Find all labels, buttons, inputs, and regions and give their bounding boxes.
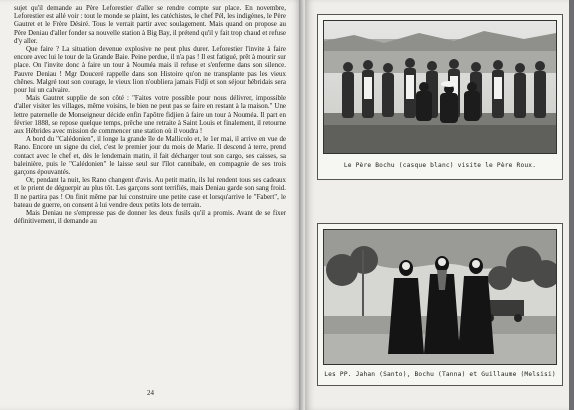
photo-group-visit — [323, 20, 557, 154]
page-edge — [569, 0, 574, 410]
paragraph: Que faire ? La situation devenue explosive ne peut plus durer. Leforestier l'invite à faire encore avec lui le tour de la Grande Baie. Peine perdue, il n'a pas ! Il est fatigué, prêt à mourir sur place. On l'invite donc à faire un tour à Nouméa mais il refuse et s'enferme dans son silence. Pauvre Deniau ! Mgr Douceré rappelle dans son Histoire qu'on ne transplante pas les vieux chênes. Malgré tout son courage, le vieux lion n'oubliera jamais Fidji et son séjour hébridais sera pour lui un calvaire. — [14, 45, 286, 95]
paragraph: Or, pendant la nuit, les Rano changent d'avis. Au petit matin, ils lui rendent tous ses cadeaux et le prient de déguerpir au plus tôt. Les garçons sont terrifiés, mais Deniau garde son sang froid. Il ne partira pas ! On finit même par lui construire une petite case et lorsqu'arrive le "Fabert", le bateau de guerre, on consent à lui vendre deux petits lots de terrain. — [14, 176, 286, 209]
photo-caption: Les PP. Jahan (Santo), Bochu (Tanna) et Guillaume (Melsisi) — [324, 371, 556, 378]
photo-frame-top — [317, 14, 563, 180]
photo-caption: Le Père Bochu (casque blanc) visite le Père Roux. — [343, 162, 537, 169]
photo-three-priests — [323, 229, 557, 365]
paragraph: sujet qu'il demande au Père Leforestier d'aller se rendre compte sur place. En novembre, Leforestier est allé voir : tout le monde se plaint, les catéchistes, le chef Pél, les indigènes, le Père Gautret et le Frère Désiré. Tous le verrait partir avec soulagement. Mais quand on propose au Père Deniau d'aller fonder sa nouvelle station à Big Bay, il prétend qu'il y fait trop chaud et refuse d'y aller. — [14, 4, 286, 45]
paragraph: Mais Deniau ne s'empresse pas de donner les deux fusils qu'il a promis. Avant de se fixer définitivement, il demande au — [14, 209, 286, 226]
photo-frame-bottom — [317, 223, 563, 386]
paragraph: A bord du "Calédonien", il longe la grande île de Mallicolo et, le 1er mai, il arrive en vue de Rano. Encore un signe du ciel, c'est le premier jour du mois de Marie. Il descend à terre, prend contact avec le chef et, dès le lendemain matin, il fait décharger tout son cargo, ses caisses, sa baleinière, puis le "Calédonien" le laisse seul sur l'îlot cannibale, en compagnie de ses trois garçons épouvantés. — [14, 135, 286, 177]
paragraph: Mais Gautret supplie de son côté : "Faites votre possible pour nous délivrer, impossible d'aller visiter les villages, même voisins, le bien ne peut pas se faire en restant à la maison." Une lettre paternelle de Monseigneur décide enfin l'apôtre fidjien à faire un tour à Nouméa. Il part en février 1888, se repose quelque temps, prêche une retraite à Saint Louis et finalement, il retourne aux Hébrides avec mission de commencer une station où il voudra ! — [14, 94, 286, 136]
priests-photo-image — [324, 230, 556, 364]
group-photo-image — [324, 21, 556, 153]
page-number: 24 — [147, 389, 154, 397]
body-text — [14, 4, 286, 225]
